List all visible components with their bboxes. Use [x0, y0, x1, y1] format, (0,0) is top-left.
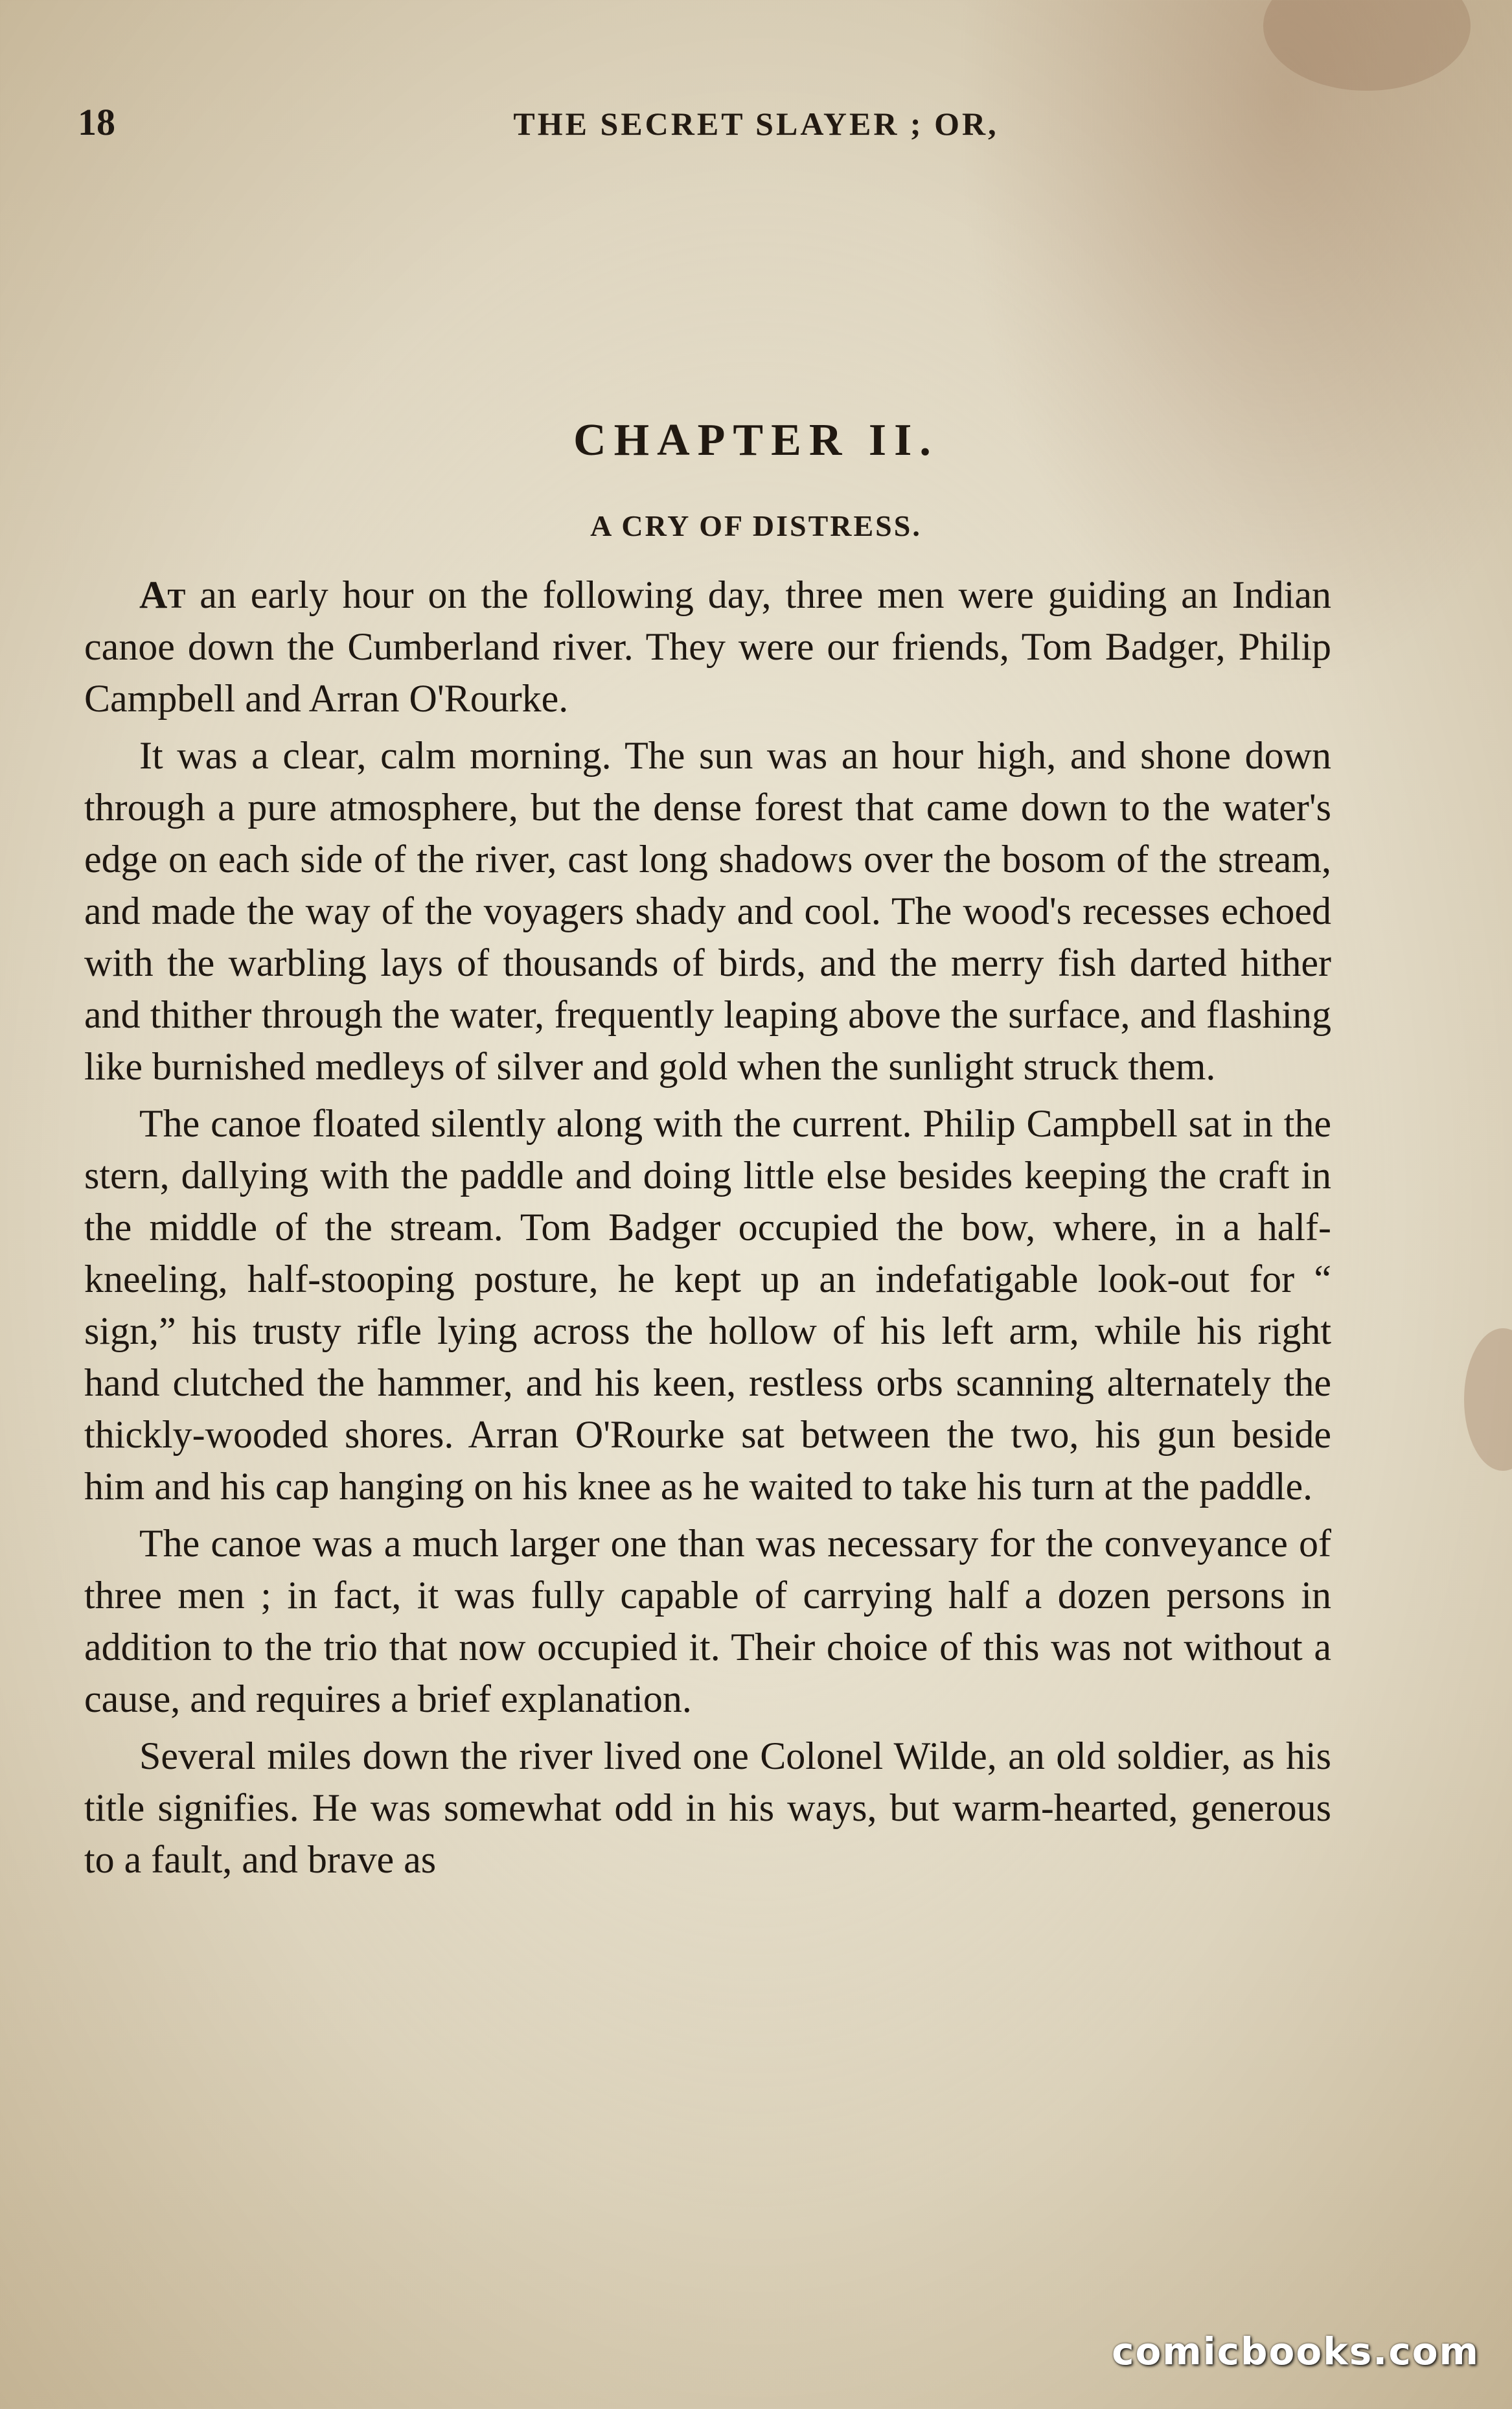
paragraph-text: Several miles down the river lived one Colonel Wilde, an old soldier, as his title signifies. He was somewhat odd in his ways, but warm-hearted, generous to a fault, and brave as — [84, 1735, 1331, 1881]
page-stain — [1464, 1328, 1512, 1471]
running-title: THE SECRET SLAYER ; OR, — [513, 106, 999, 142]
chapter-subtitle: A CRY OF DISTRESS. — [590, 509, 922, 542]
paragraph-text: an early hour on the following day, three men were guiding an Indian canoe down the Cumberland river. They were our friends, Tom Badger, Philip Campbell and Arran O'Rourke. — [84, 573, 1331, 720]
page-stain — [1263, 0, 1471, 91]
watermark-logo: comicbooks.com — [1112, 2329, 1480, 2373]
paragraph-text: It was a clear, calm morning. The sun was an hour high, and shone down through a pure atmosphere, but the dense forest that came down to the water's edge on each side of the river, cast long shadows over the bosom of the stream, and made the way of the voyagers shady and cool. The wood's recesses echoed with the warbling lays of thousands of birds, and the merry fish darted hither and thither through the water, frequently leaping above the surface, and flashing like burnished medleys of silver and gold when the sunlight struck them. — [84, 734, 1331, 1088]
paragraph — [84, 1730, 1331, 1885]
paragraph — [84, 730, 1331, 1092]
page-number: 18 — [78, 101, 115, 143]
body-text — [84, 569, 1331, 1891]
paragraph-text: The canoe floated silently along with the current. Philip Campbell sat in the stern, dallying with the paddle and doing little else besides keeping the craft in the middle of the stream. Tom Badger occupied the bow, where, in a half-kneeling, half-stooping posture, he kept up an indefatigable look-out for “ sign,” his trusty rifle lying across the hollow of his left arm, while his right hand clutched the hammer, and his keen, restless orbs scanning alternately the thickly-wooded shores. Arran O'Rourke sat between the two, his gun beside him and his cap hanging on his knee as he waited to take his turn at the paddle. — [84, 1102, 1331, 1508]
paragraph — [84, 569, 1331, 724]
paragraph — [84, 1098, 1331, 1512]
paragraph — [84, 1517, 1331, 1725]
chapter-title: CHAPTER II. — [573, 415, 939, 465]
paragraph-text: The canoe was a much larger one than was necessary for the conveyance of three men ; in fact, it was fully capable of carrying half a dozen persons in addition to the trio that now occupied it. Their choice of this was not without a cause, and requires a brief explanation. — [84, 1522, 1331, 1720]
paragraph-lead-word: At — [139, 573, 186, 616]
